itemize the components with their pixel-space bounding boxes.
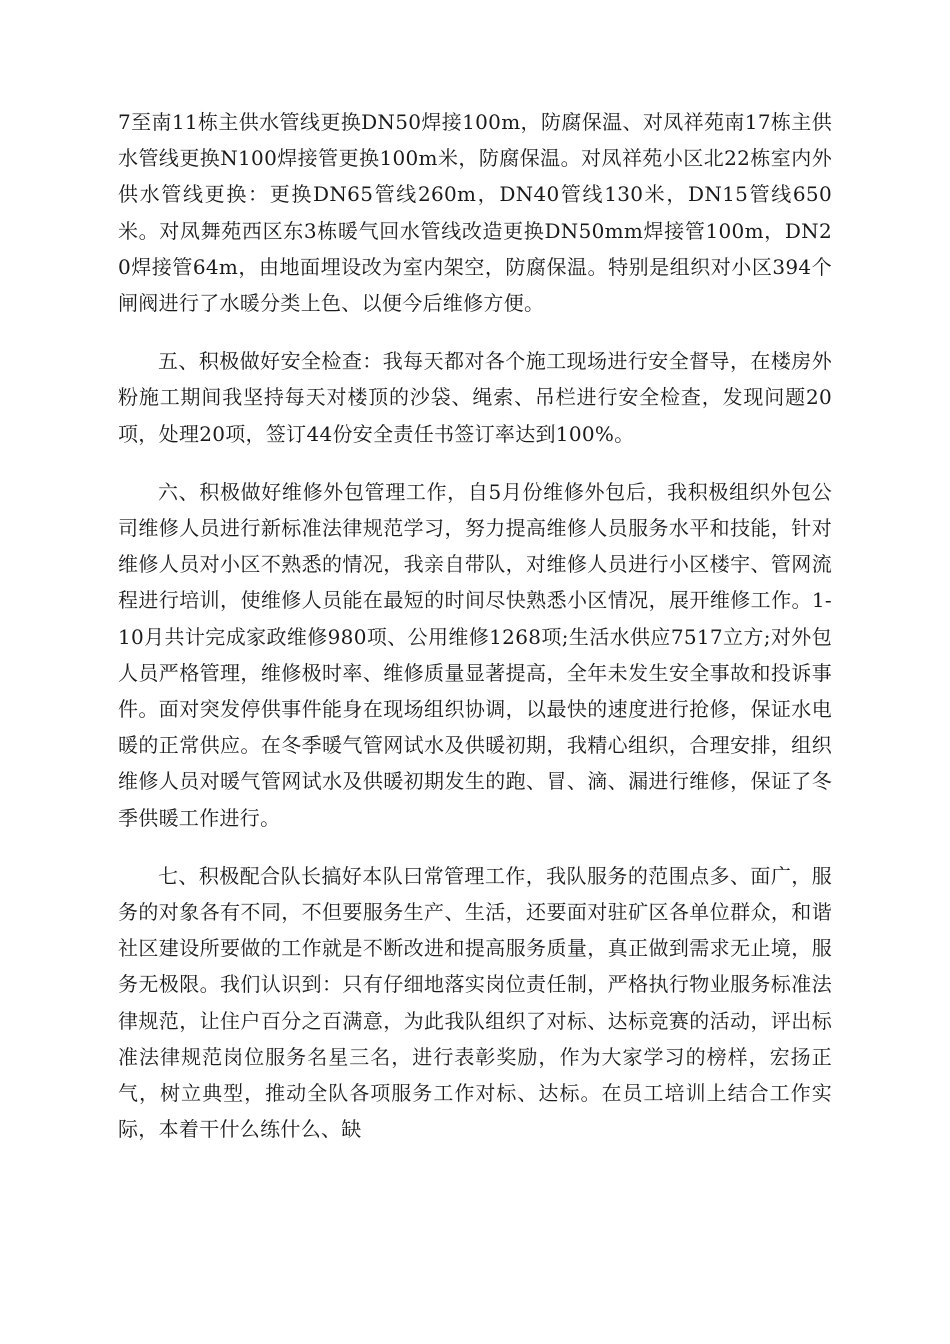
paragraph-continued: 7至南11栋主供水管线更换DN50焊接100m，防腐保温、对凤祥苑南17栋主供水管线更换N100焊接管更换100m米，防腐保温。对凤祥苑小区北22栋室内外供水管线更换：更换DN65管线260m，DN40管线130米，DN15管线650米。对凤舞苑西区东3栋暖气回水管线改造更换DN50mm焊接管100m，DN20焊接管64m，由地面埋设改为室内架空，防腐保温。特别是组织对小区394个闸阀进行了水暖分类上色、以便今后维修方便。 [118,110,832,316]
paragraph-section-seven: 七、积极配合队长搞好本队曰常管理工作，我队服务的范围点多、面广，服务的对象各有不同，不但要服务生产、生活，还要面对驻矿区各单位群众，和谐社区建设所要做的工作就是不断改进和提高服务质量，真正做到需求无止境，服务无极限。我们认识到：只有仔细地落实岗位责任制，严格执行物业服务标准法律规范，让住户百分之百满意，为此我队组织了对标、达标竞赛的活动，评出标准法律规范岗位服务名星三名，进行表彰奖励，作为大家学习的榜样，宏扬正气，树立典型，推动全队各项服务工作对标、达标。在员工培训上结合工作实际，本着干什么练什么、缺 [118,863,832,1142]
document-body [118,104,832,1147]
paragraph-section-six: 六、积极做好维修外包管理工作，自5月份维修外包后，我积极组织外包公司维修人员进行新标准法律规范学习，努力提高维修人员服务水平和技能，针对维修人员对小区不熟悉的情况，我亲自带队，对维修人员进行小区楼宇、管网流程进行培训，使维修人员能在最短的时间尽快熟悉小区情况，展开维修工作。1-10月共计完成家政维修980项、公用维修1268项;生活水供应7517立方;对外包人员严格管理，维修极时率、维修质量显著提高，全年未发生安全事故和投诉事件。面对突发停供事件能身在现场组织协调，以最快的速度进行抢修，保证水电暖的正常供应。在冬季暖气管网试水及供暖初期，我精心组织，合理安排，组织维修人员对暖气管网试水及供暖初期发生的跑、冒、滴、漏进行维修，保证了冬季供暖工作进行。 [118,479,832,830]
paragraph-section-five: 五、积极做好安全检查：我每天都对各个施工现场进行安全督导，在楼房外粉施工期间我坚持每天对楼顶的沙袋、绳索、吊栏进行安全检查，发现问题20项，处理20项，签订44份安全责任书签订率达到100%。 [118,349,832,446]
